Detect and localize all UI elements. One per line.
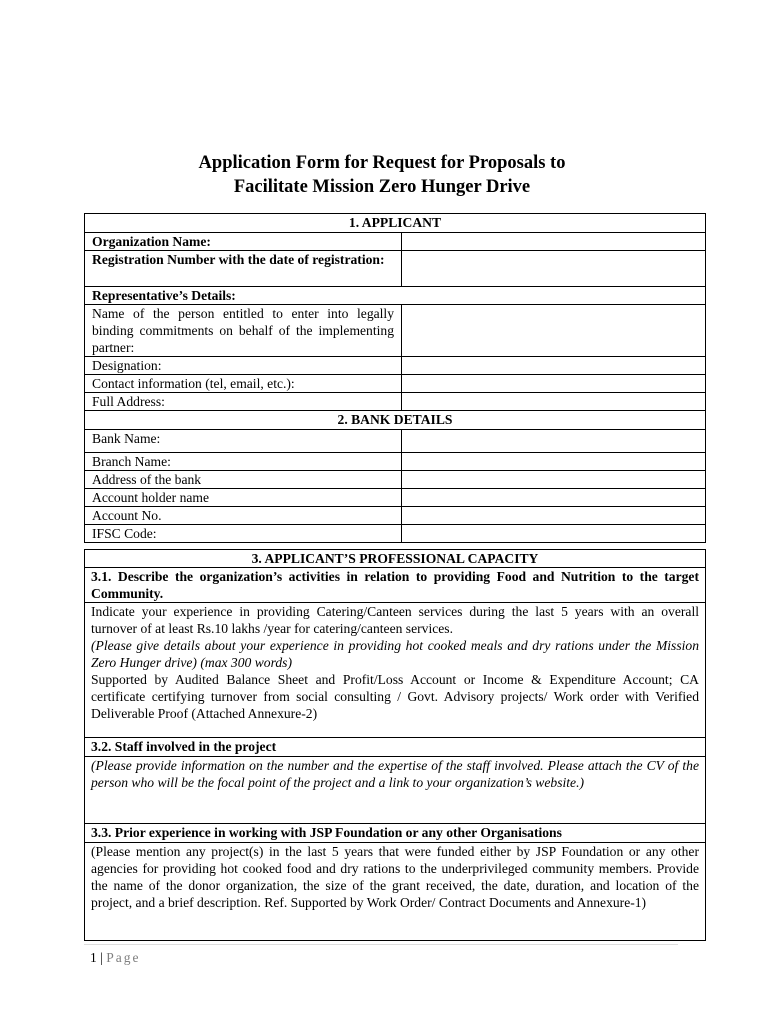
page-separator: | bbox=[96, 950, 107, 965]
question-3-1-instruction: Indicate your experience in providing Catering/Canteen services during the last 5 years with an overall turnover of at least Rs.10 lakhs /year for catering/canteen services. bbox=[91, 604, 699, 636]
person-entitled-label: Name of the person entitled to enter into legally binding commitments on behalf of the implementing partner: bbox=[85, 305, 402, 357]
organization-name-field[interactable] bbox=[402, 233, 706, 251]
question-3-3-answer-area[interactable] bbox=[85, 843, 706, 941]
contact-info-field[interactable] bbox=[402, 375, 706, 393]
registration-number-field[interactable] bbox=[402, 251, 706, 287]
account-holder-label: Account holder name bbox=[85, 489, 402, 507]
account-holder-field[interactable] bbox=[402, 489, 706, 507]
bank-address-label: Address of the bank bbox=[85, 471, 402, 489]
professional-capacity-table bbox=[84, 549, 706, 941]
ifsc-code-label: IFSC Code: bbox=[85, 525, 402, 543]
question-3-1-answer-area[interactable] bbox=[85, 603, 706, 738]
question-3-3-title: 3.3. Prior experience in working with JSP Foundation or any other Organisations bbox=[85, 824, 706, 843]
question-3-2-title: 3.2. Staff involved in the project bbox=[85, 738, 706, 757]
account-number-label: Account No. bbox=[85, 507, 402, 525]
full-address-label: Full Address: bbox=[85, 393, 402, 411]
title-line-2: Facilitate Mission Zero Hunger Drive bbox=[233, 177, 531, 197]
bank-name-label: Bank Name: bbox=[85, 430, 402, 453]
designation-label: Designation: bbox=[85, 357, 402, 375]
document-title bbox=[84, 151, 680, 199]
section-2-heading: 2. BANK DETAILS bbox=[85, 411, 706, 430]
title-line-1: Application Form for Request for Proposals to bbox=[198, 153, 566, 173]
ifsc-code-field[interactable] bbox=[402, 525, 706, 543]
organization-name-label: Organization Name: bbox=[85, 233, 402, 251]
footer-divider bbox=[84, 944, 678, 945]
section-1-heading: 1. APPLICANT bbox=[85, 214, 706, 233]
person-entitled-field[interactable] bbox=[402, 305, 706, 357]
question-3-1-guidance: (Please give details about your experience in providing hot cooked meals and dry rations under the Mission Zero Hunger drive) (max 300 words) bbox=[91, 638, 699, 670]
question-3-2-answer-area[interactable] bbox=[85, 757, 706, 824]
page-footer bbox=[90, 950, 140, 966]
account-number-field[interactable] bbox=[402, 507, 706, 525]
branch-name-field[interactable] bbox=[402, 453, 706, 471]
registration-number-label: Registration Number with the date of registration: bbox=[85, 251, 402, 287]
designation-field[interactable] bbox=[402, 357, 706, 375]
contact-info-label: Contact information (tel, email, etc.): bbox=[85, 375, 402, 393]
bank-address-field[interactable] bbox=[402, 471, 706, 489]
page-number: 1 bbox=[90, 950, 97, 965]
representative-details-label: Representative’s Details: bbox=[85, 287, 706, 305]
full-address-field[interactable] bbox=[402, 393, 706, 411]
question-3-1-support-docs: Supported by Audited Balance Sheet and Profit/Loss Account or Income & Expenditure Account; CA certificate certifying turnover from social consulting / Govt. Advisory projects/ Work order with Verified Deliverable Proof (Attached Annexure-2) bbox=[91, 672, 699, 721]
question-3-3-guidance: (Please mention any project(s) in the last 5 years that were funded either by JSP Foundation or any other agencies for providing hot cooked food and dry rations to the underprivileged community members. Provide the name of the donor organization, the size of the grant received, the date, duration, and location of the project, and a brief description. Ref. Supported by Work Order/ Contract Documents and Annexure-1) bbox=[91, 844, 699, 910]
question-3-2-guidance: (Please provide information on the number and the expertise of the staff involved. Please attach the CV of the person who will be the focal point of the project and a link to your organization’s website.) bbox=[91, 758, 699, 790]
page-word: Page bbox=[106, 950, 141, 965]
section-3-heading: 3. APPLICANT’S PROFESSIONAL CAPACITY bbox=[85, 550, 706, 568]
bank-name-field[interactable] bbox=[402, 430, 706, 453]
applicant-bank-table bbox=[84, 213, 706, 543]
question-3-1-title: 3.1. Describe the organization’s activities in relation to providing Food and Nutrition to the target Community. bbox=[85, 568, 706, 603]
branch-name-label: Branch Name: bbox=[85, 453, 402, 471]
